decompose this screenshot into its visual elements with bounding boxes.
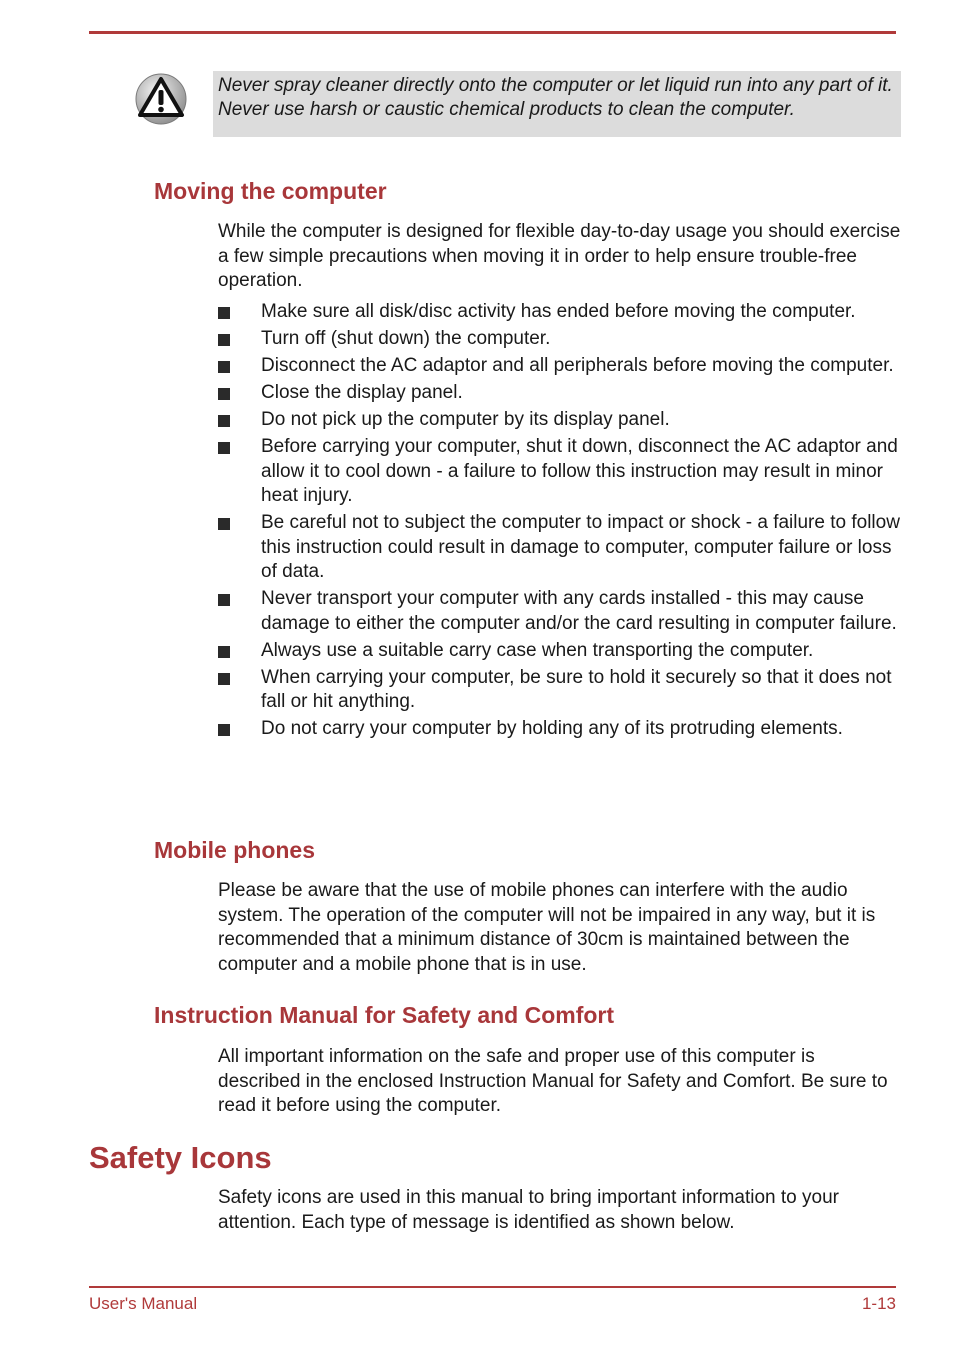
mobile-paragraph: Please be aware that the use of mobile phones can interfere with the audio system. The operation of the computer will not be impaired in any way, but it is recommended that a minimum distance of 30cm is maintained between the computer and a mobile phone that is in use.: [218, 880, 876, 975]
footer-rule: [89, 1286, 896, 1288]
manual-paragraph: All important information on the safe and proper use of this computer is described in the enclosed Instruction Manual for Safety and Comfort. Be sure to read it before using the computer.: [218, 1046, 888, 1116]
list-item: Do not pick up the computer by its display panel.: [218, 408, 902, 433]
bullet-square-icon: [218, 361, 230, 373]
moving-intro: While the computer is designed for flexible day-to-day usage you should exercise a few simple precautions when moving it in order to help ensure trouble-free operation.: [218, 221, 901, 291]
bullet-square-icon: [218, 518, 230, 530]
caution-note: Never spray cleaner directly onto the computer or let liquid run into any part of it. Never use harsh or caustic chemical products to clean the computer.: [213, 71, 901, 137]
bullet-square-icon: [218, 415, 230, 427]
list-item: When carrying your computer, be sure to hold it securely so that it does not fall or hit anything.: [218, 666, 902, 715]
footer-title: User's Manual: [89, 1294, 198, 1313]
bullet-square-icon: [218, 646, 230, 658]
list-item: Always use a suitable carry case when transporting the computer.: [218, 639, 902, 664]
safety-icons-paragraph: Safety icons are used in this manual to bring important information to your attention. Each type of message is identified as shown below.: [218, 1187, 839, 1233]
section-heading-mobile: Mobile phones: [154, 837, 315, 863]
list-item: Make sure all disk/disc activity has ended before moving the computer.: [218, 300, 902, 325]
bullet-square-icon: [218, 334, 230, 346]
list-item: Before carrying your computer, shut it down, disconnect the AC adaptor and allow it to cool down - a failure to follow this instruction may result in minor heat injury.: [218, 435, 902, 509]
list-item: Be careful not to subject the computer to impact or shock - a failure to follow this instruction could result in damage to computer, computer failure or loss of data.: [218, 511, 902, 585]
header-rule: [89, 31, 896, 34]
list-item: Turn off (shut down) the computer.: [218, 327, 902, 352]
bullet-square-icon: [218, 388, 230, 400]
section-heading-manual: Instruction Manual for Safety and Comfort: [154, 1002, 615, 1028]
warning-triangle-icon: [134, 70, 188, 126]
list-item: Close the display panel.: [218, 381, 902, 406]
bullet-square-icon: [218, 724, 230, 736]
bullet-square-icon: [218, 307, 230, 319]
list-item: Do not carry your computer by holding any of its protruding elements.: [218, 717, 902, 742]
bullet-square-icon: [218, 673, 230, 685]
moving-precautions-list: [218, 300, 902, 744]
page-number: 1-13: [861, 1294, 896, 1313]
list-item: Disconnect the AC adaptor and all peripherals before moving the computer.: [218, 354, 902, 379]
section-heading-moving: Moving the computer: [154, 178, 387, 204]
bullet-square-icon: [218, 594, 230, 606]
list-item: Never transport your computer with any cards installed - this may cause damage to either the computer and/or the card resulting in computer failure.: [218, 587, 902, 636]
bullet-square-icon: [218, 442, 230, 454]
chapter-heading-safety-icons: Safety Icons: [89, 1140, 272, 1175]
